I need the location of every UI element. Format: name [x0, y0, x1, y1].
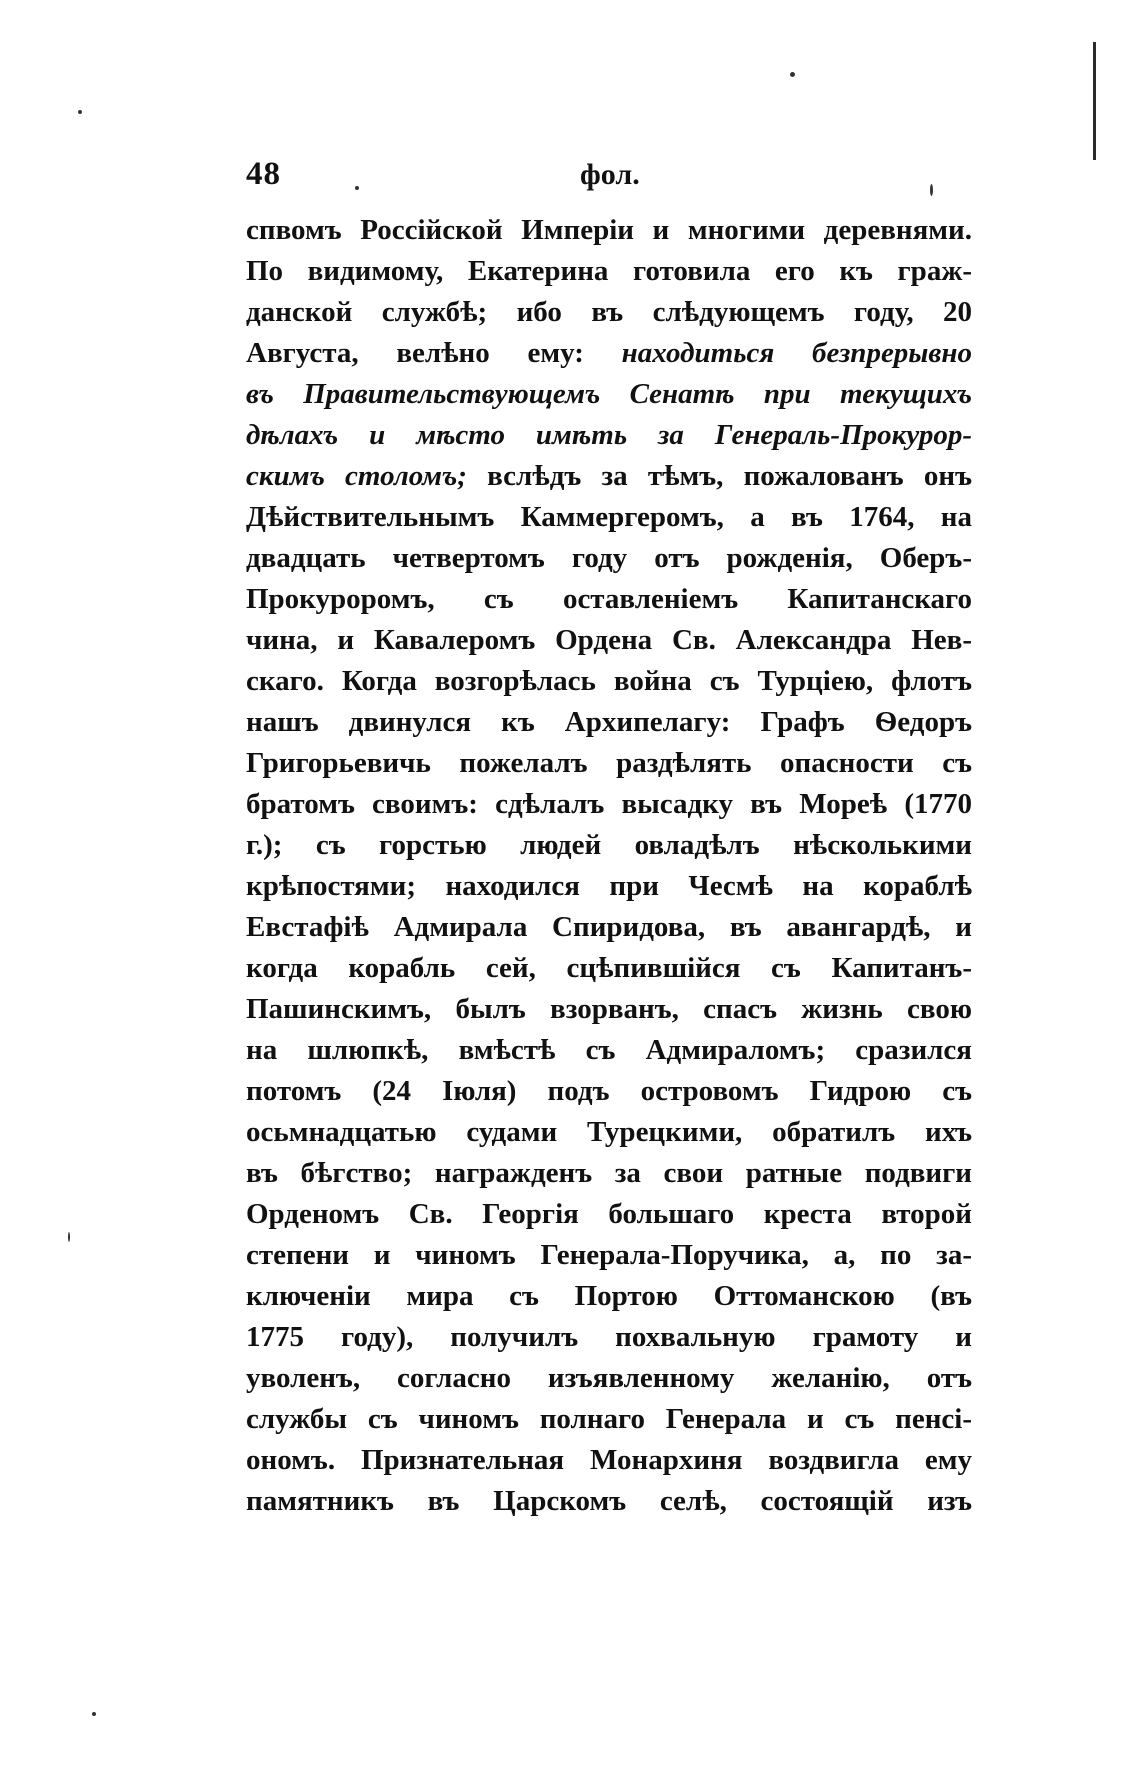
text-line — [246, 743, 972, 784]
text-line — [246, 1071, 972, 1112]
text-segment: скаго. Когда возгорѣлась война съ Турціею, флотъ — [246, 665, 972, 697]
italic-text: находиться безпрерывно — [621, 337, 972, 369]
text-line — [246, 661, 972, 702]
text-segment: памятникъ въ Царскомъ селѣ, состоящій изъ — [246, 1485, 972, 1517]
text-line — [246, 620, 972, 661]
scan-speck — [930, 184, 933, 196]
text-segment: службы съ чиномъ полнаго Генерала и съ пенсі- — [246, 1403, 972, 1435]
text-segment: братомъ своимъ: сдѣлалъ высадку въ Мореѣ (1770 — [246, 788, 972, 820]
text-segment: степени и чиномъ Генерала-Поручика, а, по за- — [246, 1239, 972, 1271]
text-segment: уволенъ, согласно изъявленному желанію, отъ — [246, 1362, 972, 1394]
text-segment: По видимому, Екатерина готовила его къ граж- — [246, 255, 972, 287]
italic-text: скимъ столомъ; — [246, 460, 467, 492]
text-segment: двадцать четвертомъ году отъ рожденія, Оберъ- — [246, 542, 972, 574]
text-line — [246, 415, 972, 456]
text-line — [246, 1358, 972, 1399]
binding-edge — [1093, 42, 1096, 160]
text-line — [246, 702, 972, 743]
page-number: 48 — [246, 156, 281, 192]
text-segment: осьмнадцатью судами Турецкими, обратилъ ихъ — [246, 1116, 972, 1148]
text-line — [246, 579, 972, 620]
page-header — [246, 156, 666, 196]
text-line — [246, 1440, 972, 1481]
text-segment: 1775 году), получилъ похвальную грамоту и — [246, 1321, 972, 1353]
text-segment: Евстафіѣ Адмирала Спиридова, въ авангардѣ, и — [246, 911, 972, 943]
scan-speck — [78, 110, 82, 114]
text-line — [246, 374, 972, 415]
text-line — [246, 538, 972, 579]
text-segment: спвомъ Россійской Имперіи и многими деревнями. — [246, 214, 972, 246]
text-segment: нашъ двинулся къ Архипелагу: Графъ Ѳедоръ — [246, 706, 972, 738]
scan-speck — [92, 1712, 96, 1716]
text-line — [246, 292, 972, 333]
italic-text: дѣлахъ и мѣсто имѣть за Генераль-Прокурор- — [246, 419, 972, 451]
text-segment: Прокуроромъ, съ оставленіемъ Капитанскаго — [246, 583, 972, 615]
text-line — [246, 784, 972, 825]
text-line — [246, 497, 972, 538]
scan-speck — [68, 1232, 70, 1242]
text-line — [246, 1030, 972, 1071]
text-segment: ключеніи мира съ Портою Оттоманскою (въ — [246, 1280, 972, 1312]
text-segment: ономъ. Признательная Монархиня воздвигла ему — [246, 1444, 972, 1476]
text-line — [246, 251, 972, 292]
scan-speck — [790, 72, 795, 77]
text-line — [246, 866, 972, 907]
text-line — [246, 1317, 972, 1358]
text-segment: потомъ (24 Іюля) подъ островомъ Гидрою съ — [246, 1075, 972, 1107]
text-segment: на шлюпкѣ, вмѣстѣ съ Адмираломъ; сразился — [246, 1034, 972, 1066]
text-segment: когда корабль сей, сцѣпившійся съ Капитанъ- — [246, 952, 972, 984]
text-segment: Григорьевичь пожелалъ раздѣлять опасности съ — [246, 747, 972, 779]
text-line — [246, 333, 972, 374]
text-segment: Пашинскимъ, былъ взорванъ, спасъ жизнь свою — [246, 993, 972, 1025]
text-line — [246, 210, 972, 251]
text-line — [246, 1399, 972, 1440]
text-line — [246, 1194, 972, 1235]
running-head: фол. — [580, 158, 640, 191]
text-line — [246, 989, 972, 1030]
text-segment: чина, и Кавалеромъ Ордена Св. Александра Нев- — [246, 624, 972, 656]
text-line — [246, 1276, 972, 1317]
text-line — [246, 1153, 972, 1194]
text-segment: въ бѣгство; награжденъ за свои ратные подвиги — [246, 1157, 972, 1189]
text-segment: данской службѣ; ибо въ слѣдующемъ году, 20 — [246, 296, 972, 328]
text-segment: Орденомъ Св. Георгія большаго креста второй — [246, 1198, 972, 1230]
text-line — [246, 456, 972, 497]
text-segment: вслѣдъ за тѣмъ, пожалованъ онъ — [466, 460, 973, 492]
text-line — [246, 825, 972, 866]
text-segment: крѣпостями; находился при Чесмѣ на кораблѣ — [246, 870, 972, 902]
italic-text: въ Правительствующемъ Сенатѣ при текущихъ — [246, 378, 972, 410]
text-segment: Дѣйствительнымъ Каммергеромъ, а въ 1764, на — [246, 501, 972, 533]
text-line — [246, 1481, 972, 1522]
text-segment: г.); съ горстью людей овладѣлъ нѣсколькими — [246, 829, 972, 861]
text-segment: Августа, велѣно ему: — [246, 337, 622, 369]
text-line — [246, 948, 972, 989]
text-line — [246, 1112, 972, 1153]
text-line — [246, 907, 972, 948]
text-line — [246, 1235, 972, 1276]
body-text — [246, 210, 972, 1522]
